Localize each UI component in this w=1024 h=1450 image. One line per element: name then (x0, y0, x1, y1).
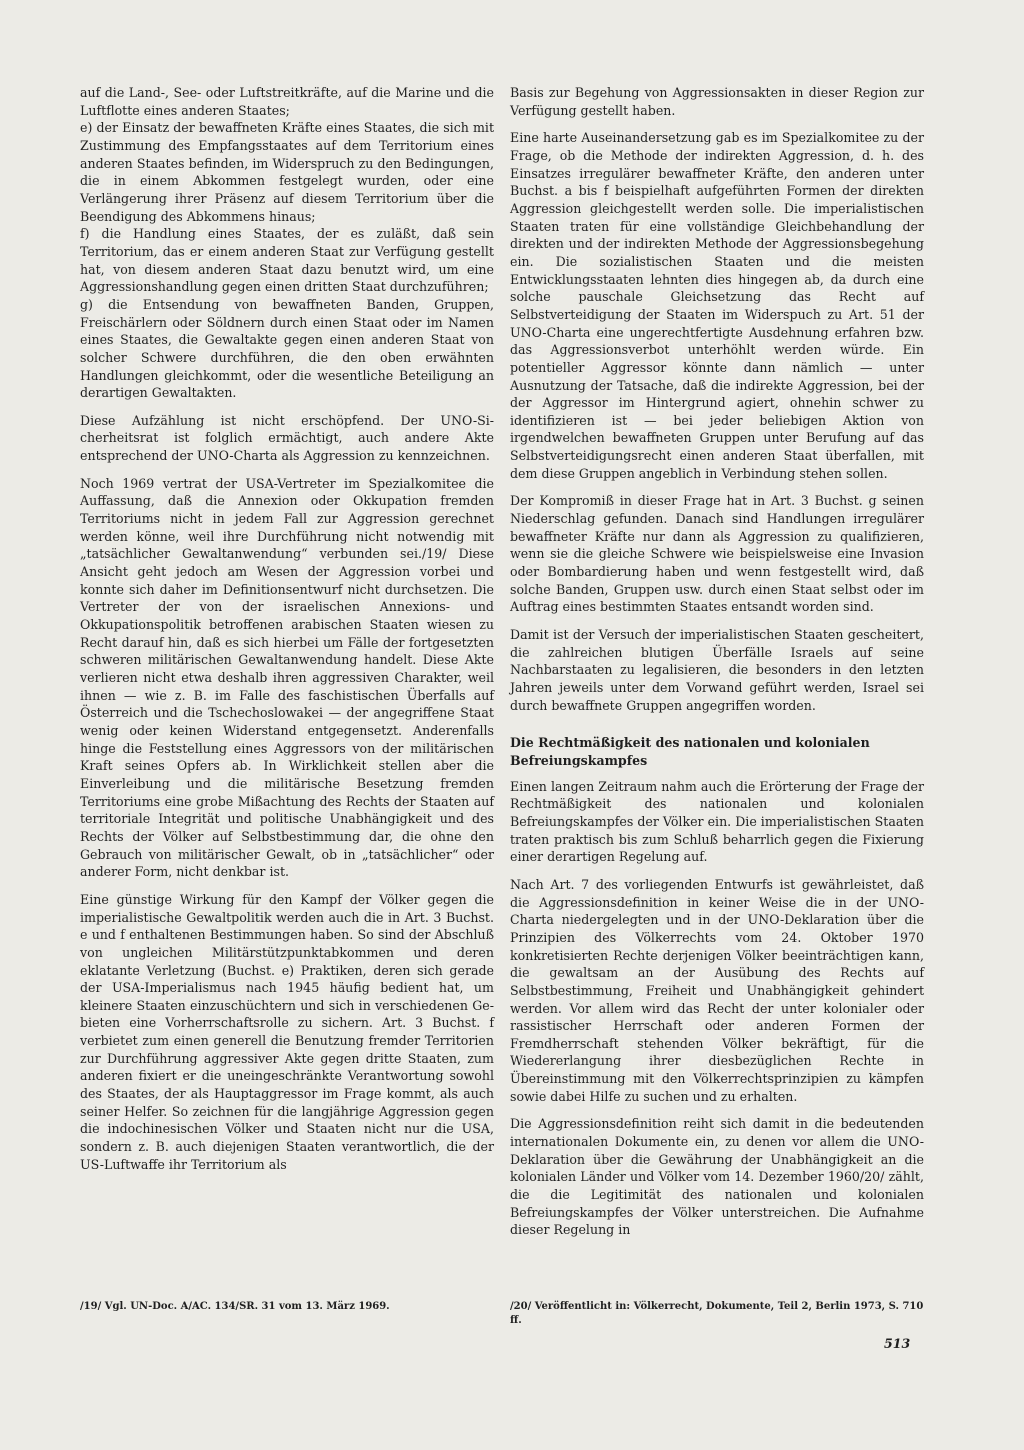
section-heading: Die Rechtmäßigkeit des nationalen und kolonialen Befreiungskampfes (510, 735, 870, 768)
page-number: 513 (884, 1336, 911, 1351)
right-column (510, 84, 924, 1249)
paragraph: Die Aggressionsdefinition reiht sich damit in die bedeutenden internationalen Dokumente ein, zu denen vor allem die UNO-Deklaration über die Gewährung der Unabhängigkeit an die kolonialen Länder und Völker vom 14. Dezember 1960/20/ zählt, die die Legitimität des nationalen und kolonialen Befreiungskampfes der Völker unterstreichen. Die Aufnahme dieser Regelung in (510, 1116, 924, 1238)
paragraph: Der Kompromiß in dieser Frage hat in Art. 3 Buchst. g seinen Niederschlag gefunden. Danach sind Handlungen irregulärer bewaffneter Kräfte nur dann als Aggression zu qualifizieren, wenn sie die gleiche Schwere wie beispielsweise eine Invasion oder Bombardierung haben und wenn festgestellt wird, daß solche Banden, Gruppen usw. durch einen Staat selbst oder im Auftrag eines bestimmten Staates entsandt worden sind. (510, 493, 924, 615)
paragraph: Eine harte Auseinandersetzung gab es im Spezialkomitee zu der Frage, ob die Methode der indirekten Aggression, d. h. des Einsatzes irregulärer bewaffneter Kräfte, den anderen unter Buchst. a bis f beispielhaft aufgeführten Formen der direkten Aggression gleichgestellt werden solle. Die imperialistischen Staaten traten für eine vollständige Gleichbehandlung der direkten und der indirekten Methode der Aggressionsbegehung ein. Die sozialistischen Staaten und die meisten Entwicklungsstaaten lehnten dies hingegen ab, da durch eine solche pauschale Gleichsetzung das Recht auf Selbstverteidigung der Staaten im Widerspuch zu Art. 51 der UNO-Charta eine ungerechtfertigte Ausdehnung erfahren bzw. das Aggressionsverbot unterhöhlt werden würde. Ein potentieller Aggressor könnte dann nämlich — unter Ausnutzung der Tatsache, daß die indirekte Aggression, bei der der Aggressor im Hintergrund agiert, ohnehin schwer zu identifizieren ist — bei jeder beliebigen Aktion von irgendwelchen bewaffneten Gruppen unter Berufung auf das Selbstverteidigungsrecht einen anderen Staat überfallen, mit dem diese Gruppen angeblich in Verbindung stehen sollen. (510, 130, 924, 481)
paragraph: f) die Handlung eines Staates, der es zuläßt, daß sein Territorium, das er einem anderen Staat zur Verfügung gestellt hat, von diesem anderen Staat dazu benutzt wird, um eine Aggressionshandlung gegen einen dritten Staat durchzuführen; (80, 226, 494, 295)
paragraph: e) der Einsatz der bewaffneten Kräfte eines Staates, die sich mit Zustimmung des Empfangsstaates auf dem Territorium eines anderen Staates befinden, im Widerspruch zu den Bedingungen, die in einem Abkommen festgelegt wurden, oder eine Verlängerung ihrer Präsenz auf diesem Territorium über die Beendigung des Abkommens hinaus; (80, 120, 494, 224)
paragraph: auf die Land-, See- oder Luftstreitkräfte, auf die Marine und die Luftflotte eines anderen Staates; (80, 85, 494, 118)
left-column (80, 84, 494, 1183)
footnote-20: /20/ Veröffentlicht in: Völkerrecht, Dokumente, Teil 2, Berlin 1973, S. 710 ff. (510, 1301, 924, 1326)
paragraph: Basis zur Begehung von Aggressionsakten in dieser Region zur Verfügung gestellt haben. (510, 85, 924, 118)
paragraph: Noch 1969 vertrat der USA-Vertreter im Spezialkomitee die Auffassung, daß die Annexion oder Okkupation fremden Territoriums nicht in jedem Fall zur Aggression gerechnet werden könne, weil ihre Durchführung nicht notwendig mit „tatsächlicher Gewaltanwendung“ verbunden sei./19/ Diese Ansicht geht jedoch am Wesen der Aggression vorbei und konnte sich daher im Definitionsentwurf nicht durchsetzen. Die Vertreter der von der israelischen Annexions- und Okkupationspolitik betroffenen arabischen Staaten wiesen zu Recht darauf hin, daß es sich hierbei um Fälle der fortgesetzten schweren militärischen Gewaltanwendung handelt. Diese Akte verlieren nicht etwa deshalb ihren aggressiven Charakter, weil ihnen — wie z. B. im Falle des faschistischen Überfalls auf Österreich und die Tschechoslowakei — der angegriffene Staat wenig oder keinen Widerstand entgegensetzt. Anderenfalls hinge die Feststellung eines Aggressors von der militärischen Kraft seines Opfers ab. In Wirklichkeit stellen aber die Einverleibung und die militärische Besetzung fremden Territoriums eine grobe Mißachtung des Rechts der Staaten auf territoriale Integrität und politische Unabhängigkeit und des Rechts der Völker auf Selbstbestimmung dar, die ohne den Gebrauch von militärischer Gewalt, ob in „tatsächlicher“ oder anderer Form, nicht denkbar ist. (80, 475, 494, 880)
footnote-19: /19/ Vgl. UN-Doc. A/AC. 134/SR. 31 vom 13. März 1969. (80, 1301, 390, 1312)
paragraph: Einen langen Zeitraum nahm auch die Erörterung der Frage der Rechtmäßigkeit des nationalen und kolonialen Befreiungskampfes der Völker ein. Die imperialistischen Staaten traten praktisch bis zum Schluß beharrlich gegen die Fixierung einer derartigen Regelung auf. (510, 778, 924, 865)
paragraph: Damit ist der Versuch der imperialistischen Staaten gescheitert, die zahlreichen blutigen Überfälle Israels auf seine Nachbarstaaten zu legalisieren, die besonders in den letzten Jahren jeweils unter dem Vorwand geführt werden, Israel sei durch bewaffnete Gruppen angegriffen worden. (510, 627, 924, 713)
paragraph: Diese Aufzählung ist nicht erschöpfend. Der UNO-Sicherheitsrat ist folglich ermächtigt, auch andere Akte entsprechend der UNO-Charta als Aggression zu kennzeichnen. (80, 412, 494, 464)
paragraph: g) die Entsendung von bewaffneten Banden, Gruppen, Freischärlern oder Söldnern durch einen Staat oder im Namen eines Staates, die Gewaltakte gegen einen anderen Staat von solcher Schwere durchführen, die den oben erwähnten Handlungen gleichkommt, oder die wesentliche Beteiligung an derartigen Gewaltakten. (80, 296, 494, 401)
paragraph: Nach Art. 7 des vorliegenden Entwurfs ist gewährleistet, daß die Aggressionsdefinition in keiner Weise die in der UNO-Charta niedergelegten und in der UNO-Deklaration über die Prinzipien des Völkerrechts vom 24. Oktober 1970 konkretisierten Rechte derjenigen Völker beeinträchtigen kann, die gewaltsam an der Ausübung des Rechts auf Selbstbestimmung, Freiheit und Unabhängigkeit gehindert werden. Vor allem wird das Recht der unter kolonialer oder rassistischer Herrschaft oder anderen Formen der Fremdherrschaft stehenden Völker bekräftigt, für die Wiedererlangung ihrer diesbezüglichen Rechte in Übereinstimmung mit den Völkerrechtsprinzipien zu kämpfen sowie dabei Hilfe zu suchen und zu erhalten. (510, 876, 924, 1104)
paragraph: Eine günstige Wirkung für den Kampf der Völker gegen die imperialistische Gewaltpolitik werden auch die in Art. 3 Buchst. e und f enthaltenen Bestimmungen haben. So sind der Abschluß von ungleichen Militärstützpunktabkommen und deren eklatante Verletzung (Buchst. e) Praktiken, deren sich gerade der USA-Imperialismus nach 1945 häufig bedient hat, um kleinere Staaten einzuschüchtern und sich in verschiedenen Gebieten eine Vorherrschaftsrolle zu sichern. Art. 3 Buchst. f verbietet zum einen generell die Benutzung fremder Territorien zur Durchführung aggressiver Akte gegen dritte Staaten, zum anderen fixiert er die uneingeschränkte Verantwortung sowohl des Staates, der als Hauptaggressor im Frage kommt, als auch seiner Helfer. So zeichnen für die langjährige Aggression gegen die indochinesischen Völker und Staaten nicht nur die USA, sondern z. B. auch diejenigen Staaten verantwortlich, die der US-Luftwaffe ihr Territorium als (80, 891, 494, 1172)
